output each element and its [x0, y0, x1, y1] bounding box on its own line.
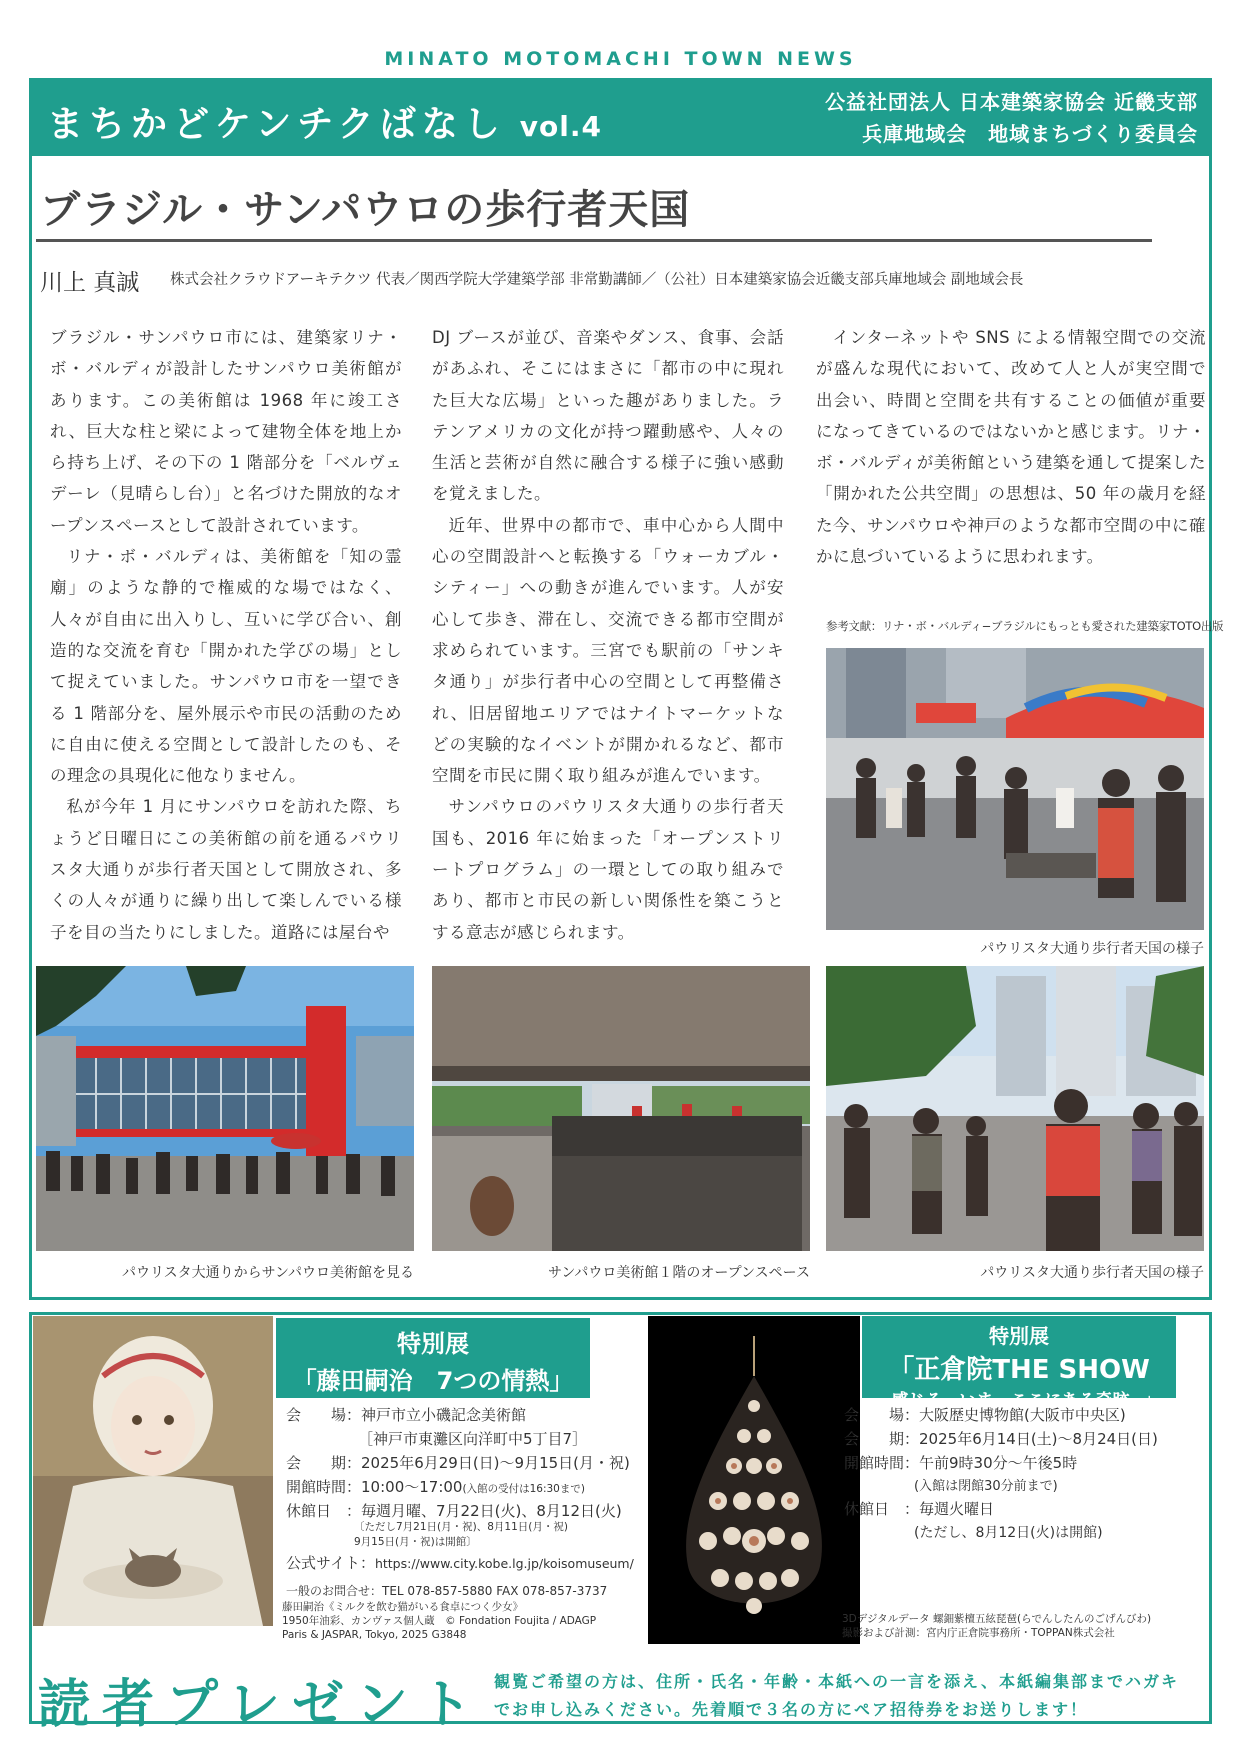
series-volume: vol.4: [519, 110, 602, 143]
exhibition1-address: ［神戸市東灘区向洋町中5丁目7］: [358, 1430, 588, 1448]
note-line: 9月15日(月・祝)は開館〕: [354, 1536, 477, 1548]
paragraph: DJ ブースが並び、音楽やダンス、食事、会話があふれ、そこにはまさに「都市の中に現れた巨大な広場」といった趣がありました。ラテンアメリカの文化が持つ躍動感や、人々の生活と芸術が自然に融合する様子に強い感動を覚えました。: [432, 328, 785, 504]
label: 休館日 ：: [286, 1502, 362, 1520]
value: 2025年6月29日(日)～9月15日(月・祝): [361, 1454, 630, 1472]
credit-line: Paris & JASPAR, Tokyo, 2025 G3848: [282, 1629, 467, 1641]
exhibition1-period: [286, 1452, 630, 1474]
exhibition2-hours: [844, 1452, 1077, 1474]
photo-street-festival: [826, 648, 1204, 930]
photo-caption: サンパウロ美術館１階のオープンスペース: [548, 1265, 810, 1281]
label: 会 場：: [286, 1406, 362, 1424]
label: 開館時間：: [844, 1454, 920, 1472]
exhibition2-period: [844, 1428, 1158, 1450]
foujita-painting-image: [33, 1316, 273, 1626]
article-column-2: [432, 322, 784, 948]
exhibition1-kind: 特別展: [397, 1330, 469, 1358]
value: 午前9時30分～午後5時: [919, 1454, 1078, 1472]
exhibition1-heading: [276, 1318, 590, 1398]
photo-avenue-crowd: [826, 966, 1204, 1251]
value: 2025年6月14日(土)～8月24日(日): [919, 1430, 1158, 1448]
credit-line: 撮影および計測：宮内庁正倉院事務所・TOPPAN株式会社: [842, 1627, 1115, 1639]
value: 大阪歴史博物館(大阪市中央区): [919, 1406, 1126, 1424]
masthead: MINATO MOTOMACHI TOWN NEWS: [384, 48, 857, 70]
exhibition1-closed-note: [354, 1520, 568, 1550]
article-column-1: [50, 322, 402, 948]
series-title: [47, 96, 602, 147]
reader-present-text-line2: でお申し込みください。先着順で３名の方にペア招待券をお送りします！: [494, 1700, 1089, 1719]
author-name: 川上 真誠: [40, 270, 140, 296]
value: 神戸市立小磯記念美術館: [361, 1406, 527, 1424]
exhibition1-hours: [286, 1476, 585, 1500]
article-column-3: [816, 322, 1206, 572]
reader-present-title: 読者プレゼント: [38, 1675, 484, 1735]
exhibition2-kind: 特別展: [989, 1324, 1049, 1348]
exhibition1-title: 「藤田嗣治 7つの情熱」: [292, 1367, 574, 1395]
exhibition2-subtitle: −感じる。いま、ここにある奇跡−」: [877, 1391, 1161, 1411]
photo-masp-exterior: [36, 966, 414, 1251]
value: 10:00～17:00: [361, 1478, 463, 1496]
label: 会 場：: [844, 1406, 920, 1424]
note-line: 〔ただし7月21日(月・祝)、8月11日(月・祝): [354, 1521, 568, 1533]
exhibition1-closed: [286, 1500, 622, 1522]
paragraph: サンパウロのパウリスタ大通りの歩行者天国も、2016 年に始まった「オープンストリートプログラム」の一環としての取り組みであり、都市と市民の新しい関係性を築こうとする意志が感じられます。: [432, 797, 784, 942]
paragraph: インターネットや SNS による情報空間での交流が盛んな現代において、改めて人と人が実空間で出会い、時間と空間を共有することの価値が重要になってきているのではないかと感じます。リナ・ボ・バルディが美術館という建築を通して提案した「開かれた公共空間」の思想は、50 年の歳月を経た今、サンパウロや神戸のような都市空間の中に確かに息づいているように思われます。: [816, 328, 1206, 567]
note: (入館の受付は16:30まで): [462, 1483, 585, 1495]
paragraph: 私が今年 1 月にサンパウロを訪れた際、ちょうど日曜日にこの美術館の前を通るパウリスタ大通りが歩行者天国として開放され、多くの人々が通りに繰り出して楽しんでいる様子を目の当たりにしました。道路には屋台や: [50, 797, 402, 942]
exhibition1-credit: [282, 1600, 596, 1642]
value: 毎週月曜、7月22日(火)、8月12日(火): [361, 1502, 622, 1520]
photo-caption: パウリスタ大通りからサンパウロ美術館を見る: [121, 1265, 414, 1281]
credit-line: 3Dデジタルデータ 螺鈿紫檀五絃琵琶(らでんしたんのごげんびわ): [842, 1613, 1152, 1625]
label: 休館日 ：: [844, 1500, 920, 1518]
series-banner: [29, 78, 1212, 156]
photo-caption: パウリスタ大通り歩行者天国の様子: [980, 941, 1204, 957]
paragraph: リナ・ボ・バルディは、美術館を「知の霊廟」のような静的で権威的な場ではなく、人々が自由に出入りし、互いに学び合い、創造的な交流を育む「開かれた学びの場」として捉えていました。サンパウロ市を一望できる 1 階部分を、屋外展示や市民の活動のために自由に使える空間として設計したのも、その理念の具現化に他なりません。: [50, 547, 402, 786]
reference-note: 参考文献：リナ・ボ・バルディ−ブラジルにもっとも愛された建築家TOTO出版: [826, 619, 1224, 633]
paragraph: 近年、世界中の都市で、車中心から人間中心の空間設計へと転換する「ウォーカブル・シティー」への動きが進んでいます。人が安心して歩き、滞在し、交流できる都市空間が求められています。三宮でも駅前の「サンキタ通り」が歩行者中心の空間として再整備され、旧居留地エリアではナイトマーケットなどの実験的なイベントが開かれるなど、都市空間を市民に開く取り組みが進んでいます。: [432, 515, 784, 786]
organization-line-2: 兵庫地域会 地域まちづくり委員会: [862, 122, 1198, 146]
organization-line-1: 公益社団法人 日本建築家協会 近畿支部: [825, 90, 1198, 114]
paragraph: ブラジル・サンパウロ市には、建築家リナ・ボ・バルディが設計したサンパウロ美術館があります。この美術館は 1968 年に竣工され、巨大な柱と梁によって建物全体を地上から持ち上げ、その下の 1 階部分を「ベルヴェデーレ（見晴らし台）」と名づけた開放的なオープンスペースとして設計されています。: [50, 328, 402, 535]
title-rule: [36, 239, 1152, 242]
author-affiliation: 株式会社クラウドアーキテクツ 代表／関西学院大学建築学部 非常勤講師／（公社）日本建築家協会近畿支部兵庫地域会 副地域会長: [170, 272, 1024, 288]
article-title: ブラジル・サンパウロの歩行者天国: [40, 187, 691, 233]
photo-caption: パウリスタ大通り歩行者天国の様子: [980, 1265, 1204, 1281]
site-link[interactable]: https://www.city.kobe.lg.jp/koisomuseum/: [374, 1556, 634, 1571]
exhibition2-closed: [844, 1498, 994, 1520]
value: 毎週火曜日: [919, 1500, 995, 1518]
label: 公式サイト：: [286, 1554, 375, 1572]
exhibition1-site: [286, 1552, 634, 1575]
series-title-text: まちかどケンチクばなし: [47, 104, 506, 145]
reader-present-text-line1: 観覧ご希望の方は、住所・氏名・年齢・本紙への一言を添え、本紙編集部までハガキ: [494, 1672, 1179, 1691]
exhibition1-contact: 一般のお問合せ：TEL 078-857-5880 FAX 078-857-3737: [286, 1584, 608, 1598]
biwa-ornament-image: [648, 1316, 860, 1644]
label: 会 期：: [844, 1430, 920, 1448]
exhibition2-credit: [842, 1612, 1151, 1640]
label: 会 期：: [286, 1454, 362, 1472]
credit-line: 藤田嗣治《ミルクを飲む猫がいる食卓につく少女》: [282, 1601, 524, 1613]
credit-line: 1950年油彩、カンヴァス個人蔵 © Fondation Foujita / ADAGP: [282, 1615, 597, 1627]
exhibition2-closed-note: (ただし、8月12日(火)は開館): [914, 1525, 1103, 1541]
exhibition2-venue: [844, 1404, 1126, 1426]
exhibition1-venue: [286, 1404, 526, 1426]
exhibition2-title: 「正倉院THE SHOW: [888, 1355, 1150, 1385]
label: 開館時間：: [286, 1478, 362, 1496]
exhibition2-hours-note: (入館は閉館30分前まで): [914, 1479, 1058, 1494]
photo-museum-open-space: [432, 966, 810, 1251]
exhibition2-heading: [862, 1316, 1176, 1411]
